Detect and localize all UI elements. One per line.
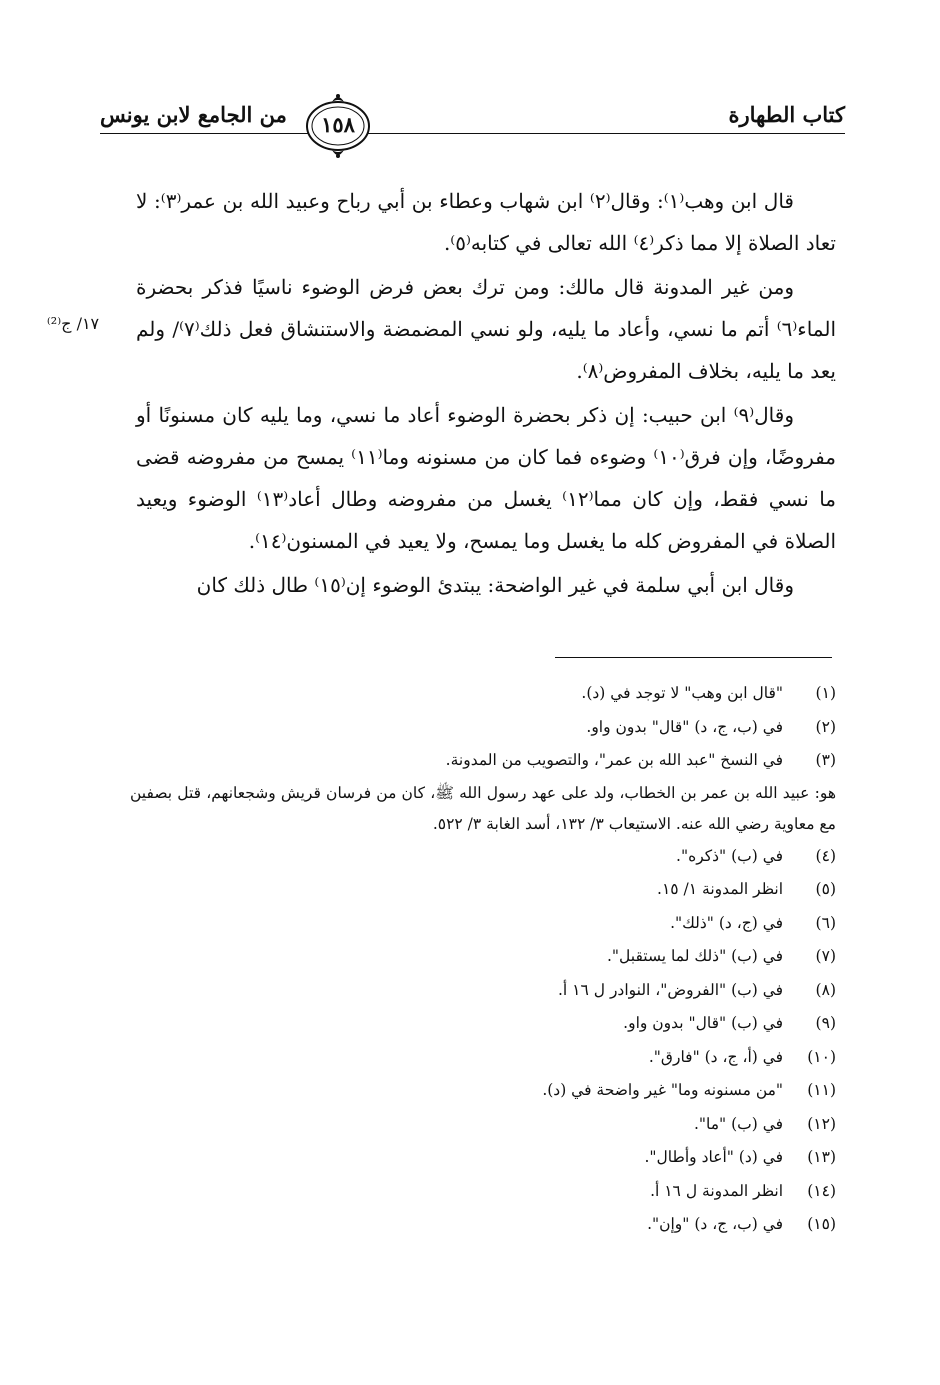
paragraph: ومن غير المدونة قال مالك: ومن ترك بعض فرض الوضوء ناسيًا فذكر بحضرة الماء⁽٦⁾ أتم ما نسي، وأعاد ما يليه، ولو نسي المضمضة والاستنشاق فعل ذلك⁽٧⁾/ ولم يعد ما يليه، بخلاف المفروض⁽٨⁾.	[136, 275, 837, 383]
footnote-text: في (ب) "ذلك لما يستقبل".	[606, 947, 784, 965]
footnote-number: (٨)	[815, 980, 836, 999]
footnote	[130, 1208, 836, 1242]
footnote	[130, 1141, 836, 1175]
book-chapter-title: كتاب الطهارة	[728, 102, 845, 127]
footnote-number: (٩)	[815, 1014, 836, 1032]
footnote-text: في (د) "أعاد وأطال".	[644, 1148, 784, 1166]
footnote-number: (١٤)	[807, 1181, 836, 1200]
running-header	[100, 100, 845, 140]
manuscript-folio-note: ١٧/ ج⁽²⁾	[46, 314, 100, 333]
footnote	[130, 840, 836, 874]
footnote-number: (١٠)	[807, 1047, 836, 1066]
footnote-number: (٦)	[815, 913, 836, 932]
footnote-text: في (ب) "ذكره".	[676, 846, 784, 865]
footnote-number: (١٥)	[807, 1215, 836, 1233]
footnote-text: في (ب) "ما".	[693, 1114, 784, 1133]
footnote	[130, 1074, 836, 1108]
footnote-text: في (ب، ج، د) "وإن".	[647, 1215, 784, 1233]
footnotes	[130, 677, 836, 1242]
footnote-number: (٣)	[815, 751, 836, 769]
footnote-text: هو: عبيد الله بن عمر بن الخطاب، ولد على عهد رسول الله ﷺ، كان من فرسان قريش وشجعانهم، قتل بصفين مع معاوية رضي الله عنه. الاستيعاب ٣/ ١٣٢، أسد الغابة ٣/ ٥٢٢.	[130, 783, 836, 833]
footnote-text: في (ب، ج، د) "قال" بدون واو.	[586, 717, 784, 736]
footnote	[130, 1041, 836, 1075]
footnote-text: انظر المدونة ل ١٦ أ.	[650, 1181, 784, 1200]
paragraph: وقال⁽٩⁾ ابن حبيب: إن ذكر بحضرة الوضوء أعاد ما نسي، وما يليه كان مسنونًا أو مفروضًا، وإن فرق⁽١٠⁾ وضوءه فما كان من مسنونه وما⁽١١⁾ يمسح من مفروضه قضى ما نسي فقط، وإن كان مما⁽١٢⁾ يغسل من مفروضه وطال أعاد⁽١٣⁾ الوضوء ويعيد الصلاة في المفروض كله ما يغسل وما يمسح، ولا يعيد في المسنون⁽١٤⁾.	[136, 403, 837, 553]
footnote-number: (٧)	[815, 947, 836, 965]
footnote-text: في (ب) "قال" بدون واو.	[623, 1014, 784, 1032]
footnote-number: (١٢)	[807, 1114, 836, 1133]
footnote	[130, 873, 836, 907]
footnote-text: في (ج، د) "ذلك".	[670, 913, 784, 932]
footnote-text: انظر المدونة ١/ ١٥.	[657, 880, 784, 898]
footnote-number: (٢)	[815, 717, 836, 736]
footnote	[130, 907, 836, 941]
footnote-text: في النسخ "عبد الله بن عمر"، والتصويب من المدونة.	[445, 751, 784, 769]
footnote-text: "قال ابن وهب" لا توجد في (د).	[581, 684, 784, 702]
footnote	[130, 677, 836, 711]
paragraph: وقال ابن أبي سلمة في غير الواضحة: يبتدئ الوضوء إن⁽١٥⁾ طال ذلك كان	[196, 573, 794, 597]
footnote	[130, 711, 836, 745]
header-divider	[100, 133, 845, 134]
footnote-number: (٥)	[815, 880, 836, 898]
book-title: من الجامع لابن يونس	[100, 102, 287, 127]
page-number: ١٥٨	[321, 112, 355, 137]
footnote-text: "من مسنونه وما" غير واضحة في (د).	[542, 1081, 784, 1099]
footnote	[130, 1007, 836, 1041]
footnote	[130, 974, 836, 1008]
page-number-ornament	[302, 90, 374, 162]
footnote-text: في (أ، ج، د) "فارق".	[648, 1047, 784, 1066]
footnote-text: في (ب) "الفروض"، النوادر ل ١٦ أ.	[558, 980, 784, 999]
footnote	[130, 1108, 836, 1142]
footnote-number: (١٣)	[807, 1148, 836, 1166]
paragraph: قال ابن وهب⁽١⁾: وقال⁽٢⁾ ابن شهاب وعطاء بن أبي رباح وعبيد الله بن عمر⁽٣⁾: لا تعاد الصلاة إلا مما ذكر⁽٤⁾ الله تعالى في كتابه⁽٥⁾.	[136, 189, 836, 255]
footnote-divider	[555, 657, 832, 658]
main-text	[136, 180, 836, 608]
footnote-continuation	[130, 778, 836, 840]
footnote-number: (٤)	[815, 846, 836, 865]
footnote	[130, 940, 836, 974]
footnote-number: (١١)	[807, 1081, 836, 1099]
footnote	[130, 1175, 836, 1209]
footnote	[130, 744, 836, 778]
footnote-number: (١)	[815, 684, 836, 702]
